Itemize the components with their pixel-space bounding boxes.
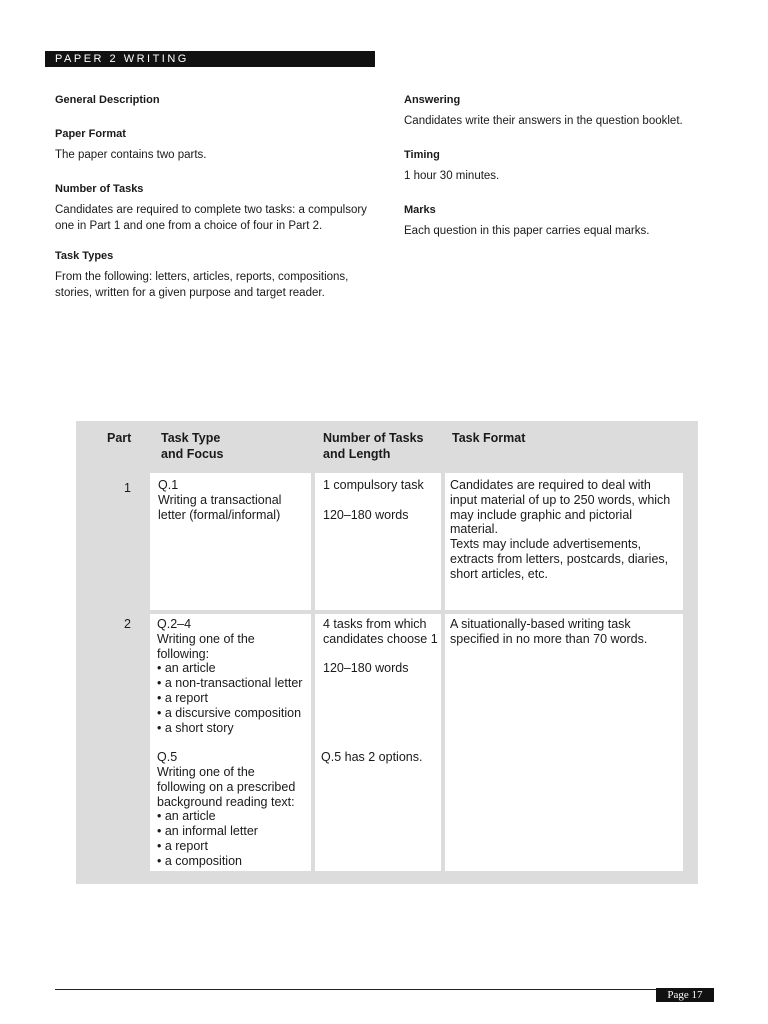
header-format <box>452 430 525 446</box>
cell-line: • a non-transactional letter <box>157 676 303 691</box>
page-number-badge <box>656 988 714 1002</box>
marks-text: Each question in this paper carries equal marks. <box>404 225 650 237</box>
cell-line: • an article <box>157 661 216 676</box>
cell-line: 120–180 words <box>323 507 409 522</box>
task-types-text-line: From the following: letters, articles, reports, compositions, <box>55 271 349 283</box>
cell-line: • a report <box>157 690 208 705</box>
cell-blank-line <box>323 735 441 750</box>
cell-blank-line <box>323 691 441 706</box>
cell-line: following: <box>157 646 210 661</box>
task-table <box>76 421 698 884</box>
cell-line: letter (formal/informal) <box>158 507 281 522</box>
header-number-line: and Length <box>323 447 391 461</box>
cell-blank-line <box>323 706 441 721</box>
cell-line: Writing one of the <box>157 631 255 646</box>
cell-line: • an article <box>157 809 216 824</box>
header-task-type <box>161 430 224 462</box>
cell-line: • a composition <box>157 853 242 868</box>
cell-line: Candidates are required to deal with <box>450 478 651 492</box>
marks-heading: Marks <box>404 204 436 216</box>
cell-line: Writing one of the <box>157 764 255 779</box>
row-1-format-cell <box>445 473 683 610</box>
task-types-heading: Task Types <box>55 250 114 262</box>
page-number: Page 17 <box>667 989 703 1001</box>
header-format-label: Task Format <box>452 431 526 445</box>
cell-line: short articles, etc. <box>450 566 548 581</box>
left-info-column <box>55 92 375 301</box>
cell-line: input material of up to 250 words, which <box>450 492 671 507</box>
paper-format-heading: Paper Format <box>55 128 126 140</box>
header-task-type-line: Task Type <box>161 431 221 445</box>
cell-line: 4 tasks from which <box>323 617 427 631</box>
cell-line: following on a prescribed <box>157 779 296 794</box>
row-1-part: 1 <box>124 481 131 495</box>
row-2-part: 2 <box>124 617 131 631</box>
row-1-number-cell <box>315 473 441 610</box>
cell-line: Q.5 has 2 options. <box>321 750 423 765</box>
cell-line: extracts from letters, postcards, diaries, <box>450 551 669 566</box>
cell-line: 120–180 words <box>323 661 409 676</box>
general-description-heading: General Description <box>55 94 160 106</box>
cell-line: specified in no more than 70 words. <box>450 631 648 646</box>
cell-line: Writing a transactional <box>158 492 282 507</box>
number-of-tasks-text-line: one in Part 1 and one from a choice of four in Part 2. <box>55 220 323 232</box>
cell-line: • an informal letter <box>157 824 258 839</box>
cell-line: background reading text: <box>157 794 295 809</box>
right-info-column <box>404 92 724 239</box>
cell-line: may include graphic and pictorial <box>450 507 633 522</box>
section-title-bar <box>45 51 375 67</box>
row-2-task-type-cell <box>150 614 311 871</box>
task-types-text-line: stories, written for a given purpose and target reader. <box>55 287 325 299</box>
footer-rule <box>55 989 714 990</box>
cell-line: 1 compulsory task <box>323 478 424 492</box>
cell-blank-line <box>323 493 441 508</box>
number-of-tasks-heading: Number of Tasks <box>55 183 144 195</box>
timing-heading: Timing <box>404 149 440 161</box>
row-1-task-type-cell <box>150 473 311 610</box>
cell-line: • a short story <box>157 720 234 735</box>
row-2-number-cell <box>315 614 441 871</box>
cell-line: Q.1 <box>158 478 179 492</box>
cell-line: • a report <box>157 838 208 853</box>
cell-line: • a discursive composition <box>157 705 302 720</box>
header-number-line: Number of Tasks <box>323 431 424 445</box>
header-task-type-line: and Focus <box>161 447 224 461</box>
cell-blank-line <box>323 676 441 691</box>
header-part <box>107 430 131 446</box>
cell-line: Q.2–4 <box>157 617 192 631</box>
cell-line: candidates choose 1 <box>323 631 438 646</box>
cell-line: A situationally-based writing task <box>450 617 631 631</box>
cell-line: Texts may include advertisements, <box>450 537 642 552</box>
cell-line: Q.5 <box>157 750 178 765</box>
cell-blank-line <box>323 721 441 736</box>
answering-text: Candidates write their answers in the question booklet. <box>404 115 683 127</box>
answering-heading: Answering <box>404 94 461 106</box>
header-number <box>323 430 424 462</box>
paper-format-text: The paper contains two parts. <box>55 149 207 161</box>
cell-blank-line <box>323 647 441 662</box>
timing-text: 1 hour 30 minutes. <box>404 170 500 182</box>
cell-line: material. <box>450 522 498 537</box>
header-part-label: Part <box>107 431 132 445</box>
number-of-tasks-text-line: Candidates are required to complete two tasks: a compulsory <box>55 204 367 216</box>
section-title: PAPER 2 WRITING <box>55 53 189 65</box>
cell-blank-line <box>157 735 311 750</box>
row-2-format-cell <box>445 614 683 871</box>
